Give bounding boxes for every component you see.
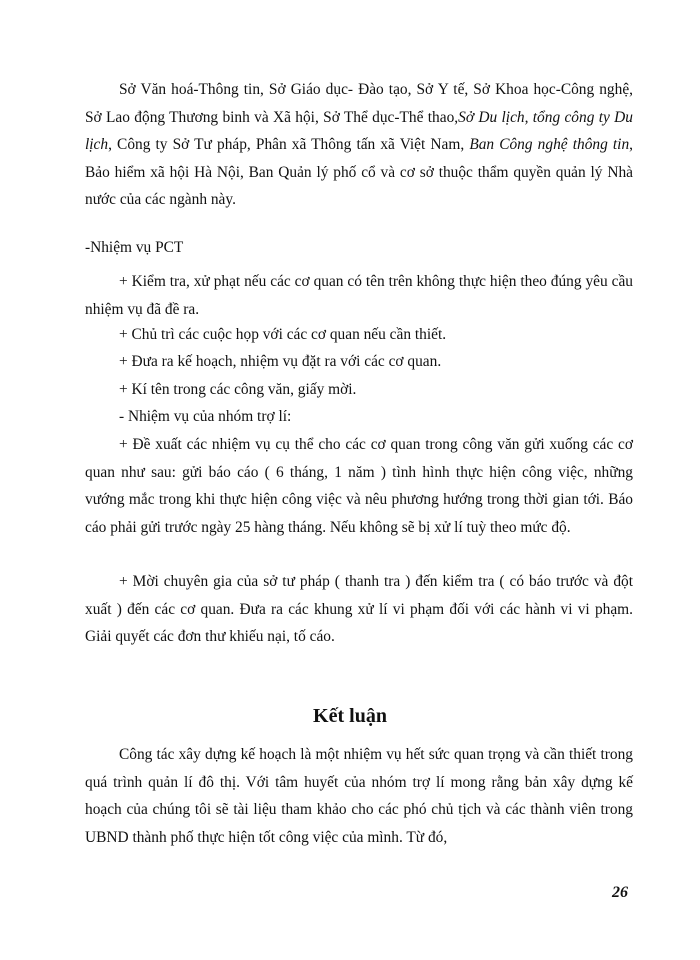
conclusion-title: Kết luận — [313, 705, 387, 727]
pct-heading: -Nhiệm vụ PCT — [85, 239, 184, 256]
pct-item-1: + Kiểm tra, xử phạt nếu các cơ quan có tên trên không thực hiện theo đúng yêu cầu nhiệm vụ đã đề ra. — [85, 273, 633, 318]
assistant-heading: - Nhiệm vụ của nhóm trợ lí: — [119, 408, 292, 425]
intro-italic-1: Sở Du lịch, tổng công ty Du lịch — [85, 108, 633, 153]
intro-italic-2: Ban Công nghệ thông tin — [469, 136, 630, 153]
pct-item-3: + Đưa ra kế hoạch, nhiệm vụ đặt ra với các cơ quan. — [119, 353, 442, 370]
intro-text-3: , Bảo hiểm xã hội Hà Nội, Ban Quản lý phố cổ và cơ sở thuộc thẩm quyền quản lý Nhà nước của các ngành này. — [85, 136, 633, 208]
assistant-item-2: + Mời chuyên gia của sở tư pháp ( thanh tra ) đến kiểm tra ( có báo trước và đột xuất ) đến các cơ quan. Đưa ra các khung xử lí vi phạm đối với các hành vi vi phạm. Giải quyết các đơn thư khiếu nại, tố cáo. — [85, 573, 633, 645]
assistant-item-1: + Đề xuất các nhiệm vụ cụ thể cho các cơ quan trong công văn gửi xuống các cơ quan như sau: gửi báo cáo ( 6 tháng, 1 năm ) tình hình thực hiện công việc, những vướng mắc trong khi thực hiện công việc và nêu phương hướng trong thời gian tới. Báo cáo phải gửi trước ngày 25 hàng tháng. Nếu không sẽ bị xử lí tuỳ theo mức độ. — [85, 436, 633, 536]
pct-item-2: + Chủ trì các cuộc họp với các cơ quan nếu cần thiết. — [119, 326, 447, 343]
intro-text-1: Sở Văn hoá-Thông tin, Sở Giáo dục- Đào tạo, Sở Y tế, Sở Khoa học-Công nghệ, Sở Lao động Thương binh và Xã hội, Sở Thể dục-Thể thao, — [85, 81, 633, 126]
pct-item-4: + Kí tên trong các công văn, giấy mời. — [119, 381, 357, 398]
page-number: 26 — [612, 884, 628, 901]
intro-paragraph — [85, 76, 633, 214]
intro-text-2: , Công ty Sở Tư pháp, Phân xã Thông tấn xã Việt Nam, — [108, 136, 465, 153]
conclusion-paragraph: Công tác xây dựng kế hoạch là một nhiệm vụ hết sức quan trọng và cần thiết trong quá trình quản lí đô thị. Với tâm huyết của nhóm trợ lí mong rằng bản xây dựng kế hoạch của chúng tôi sẽ tài liệu tham khảo cho các phó chủ tịch và các thành viên trong UBND thành phố thực hiện tốt công việc của mình. Từ đó, — [85, 746, 633, 846]
